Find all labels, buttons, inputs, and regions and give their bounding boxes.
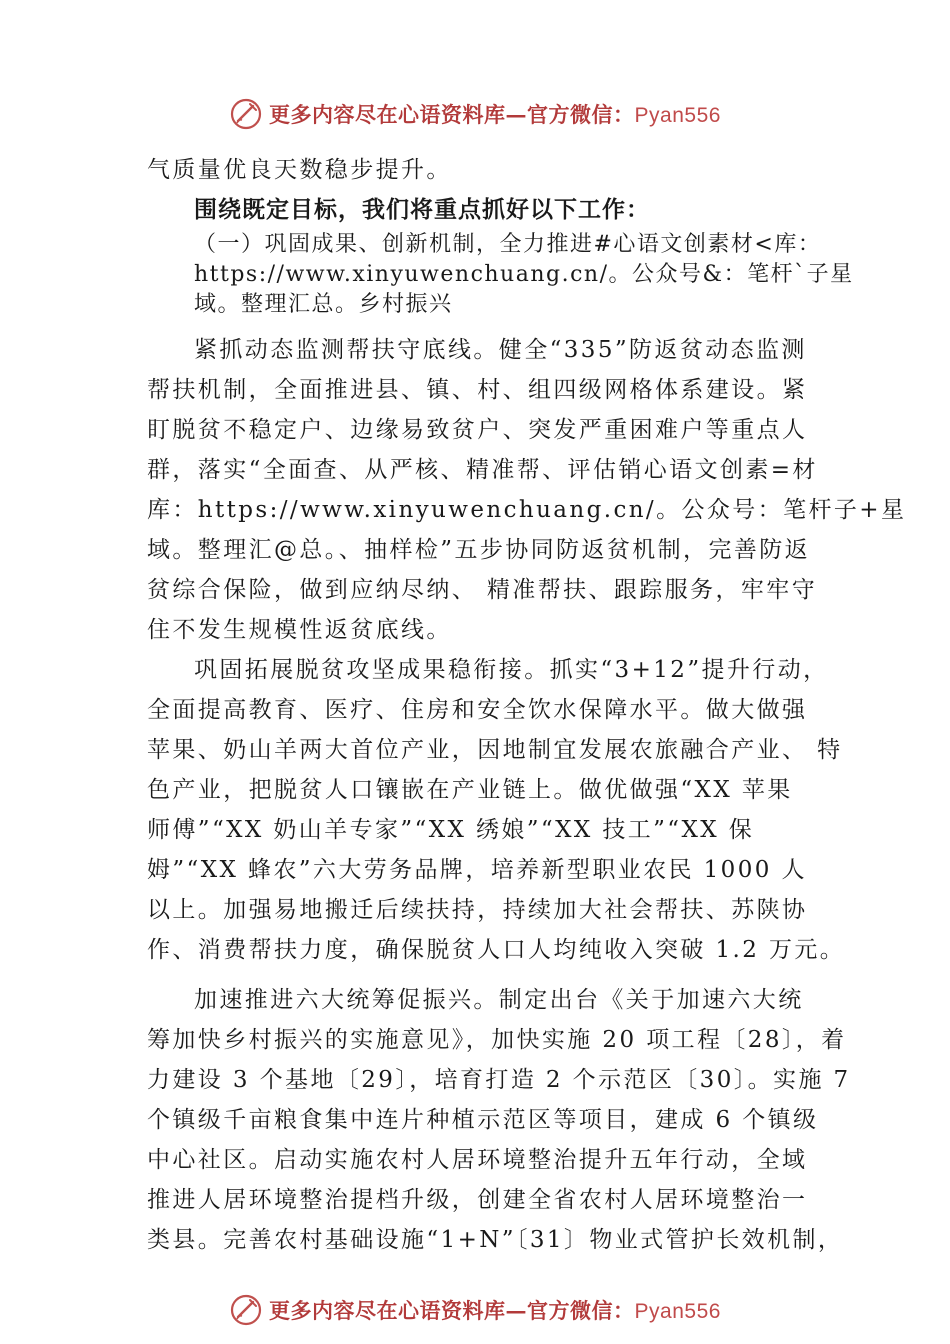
body-line: 群，落实“全面查、从严核、精准帮、评估销心语文创素=材 bbox=[147, 457, 818, 483]
body-line: 盯脱贫不稳定户、边缘易致贫户、突发严重困难户等重点人 bbox=[147, 417, 808, 443]
header-banner bbox=[0, 94, 950, 134]
body-line: 加速推进六大统筹促振兴。制定出台《关于加速六大统 bbox=[194, 987, 804, 1013]
banner-wechat-id: Pyan556 bbox=[634, 1300, 721, 1323]
body-line: 苹果、奶山羊两大首位产业，因地制宜发展农旅融合产业、 特 bbox=[147, 737, 843, 763]
body-line: 类县。完善农村基础设施“1+N”〔31〕物业式管护长效机制， bbox=[147, 1227, 844, 1253]
body-line: 住不发生规模性返贫底线。 bbox=[147, 617, 452, 643]
brush-logo-icon bbox=[229, 97, 263, 131]
body-line: 帮扶机制，全面推进县、镇、村、组四级网格体系建设。紧 bbox=[147, 377, 808, 403]
banner-text bbox=[269, 99, 721, 129]
brush-logo-icon bbox=[229, 1293, 263, 1327]
banner-text bbox=[269, 1295, 721, 1325]
body-line: 巩固拓展脱贫攻坚成果稳衔接。抓实“3+12”提升行动， bbox=[194, 657, 829, 683]
body-line: 作、消费帮扶力度，确保脱贫人口人均纯收入突破 1.2 万元。 bbox=[147, 937, 846, 963]
body-line: 色产业，把脱贫人口镶嵌在产业链上。做优做强“XX 苹果 bbox=[147, 777, 793, 803]
body-line: 个镇级千亩粮食集中连片种植示范区等项目，建成 6 个镇级 bbox=[147, 1107, 819, 1133]
section-intro-heading: 围绕既定目标，我们将重点抓好以下工作： bbox=[194, 197, 650, 223]
body-line: 气质量优良天数稳步提升。 bbox=[147, 157, 452, 183]
body-line: 以上。加强易地搬迁后续扶持，持续加大社会帮扶、苏陕协 bbox=[147, 897, 808, 923]
footer-banner bbox=[0, 1290, 950, 1330]
section-heading-1: （一）巩固成果、创新机制，全力推进#心语文创素材<库： bbox=[194, 232, 822, 257]
body-line: 师傅”“XX 奶山羊专家”“XX 绣娘”“XX 技工”“XX 保 bbox=[147, 817, 755, 843]
body-line: 域。整理汇@总。、抽样检”五步协同防返贫机制，完善防返 bbox=[147, 537, 811, 563]
body-line: https://www.xinyuwenchuang.cn/。公众号&：笔杆`子星 bbox=[194, 262, 854, 287]
banner-text-cn: 更多内容尽在心语资料库—官方微信： bbox=[269, 102, 635, 127]
banner-text-cn: 更多内容尽在心语资料库—官方微信： bbox=[269, 1298, 635, 1323]
body-line: 贫综合保险，做到应纳尽纳、 精准帮扶、跟踪服务，牢牢守 bbox=[147, 577, 818, 603]
body-line: 紧抓动态监测帮扶守底线。健全“335”防返贫动态监测 bbox=[194, 337, 807, 363]
body-line: 域。整理汇总。乡村振兴 bbox=[194, 292, 453, 317]
body-line: 推进人居环境整治提档升级，创建全省农村人居环境整治一 bbox=[147, 1187, 808, 1213]
document-body bbox=[147, 150, 907, 1260]
banner-wechat-id: Pyan556 bbox=[634, 104, 721, 127]
body-line: 筹加快乡村振兴的实施意见》，加快实施 20 项工程〔28〕，着 bbox=[147, 1027, 847, 1053]
body-line: 库：https://www.xinyuwenchuang.cn/。公众号：笔杆子+星 bbox=[147, 497, 907, 523]
body-line: 中心社区。启动实施农村人居环境整治提升五年行动，全域 bbox=[147, 1147, 808, 1173]
body-line: 全面提高教育、医疗、住房和安全饮水保障水平。做大做强 bbox=[147, 697, 808, 723]
body-line: 姆”“XX 蜂农”六大劳务品牌，培养新型职业农民 1000 人 bbox=[147, 857, 807, 883]
body-line: 力建设 3 个基地〔29〕，培育打造 2 个示范区〔30〕。实施 7 bbox=[147, 1067, 851, 1093]
